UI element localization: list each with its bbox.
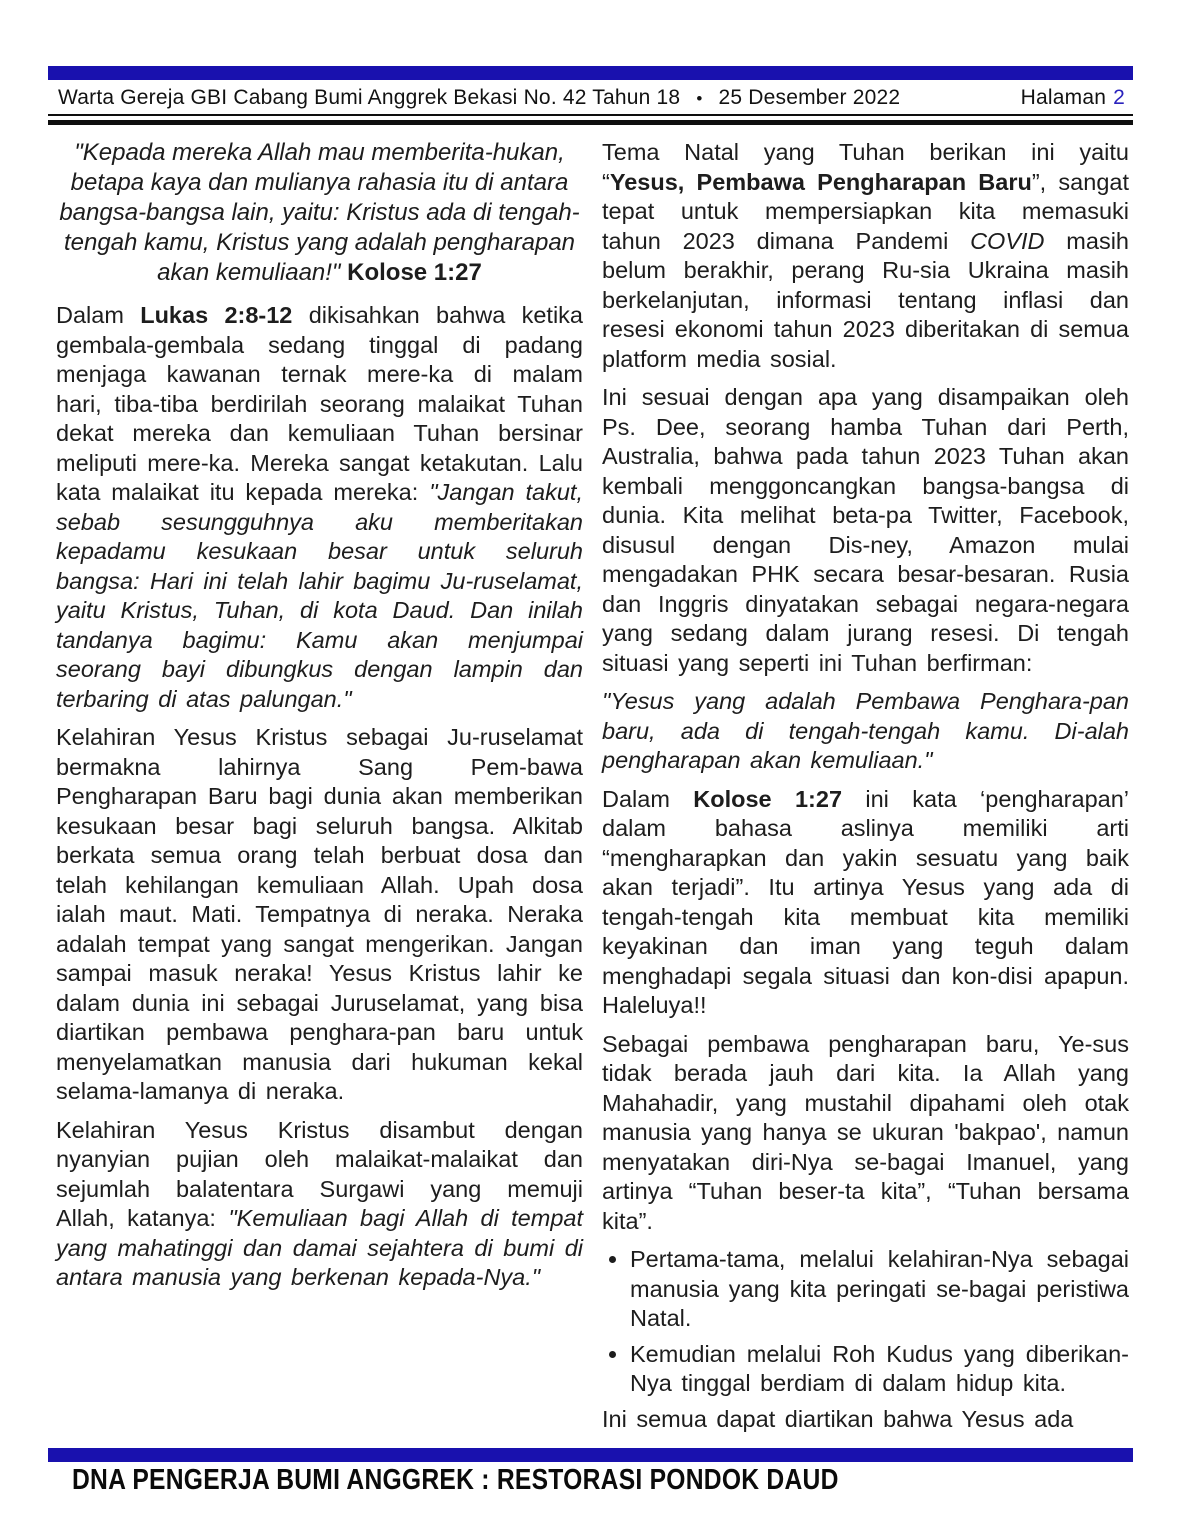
quote-yesus-pembawa: "Yesus yang adalah Pembawa Penghara-pan baru, ada di tengah-tengah kamu. Di-alah pengharapan akan kemuliaan." — [602, 688, 1129, 773]
issue-date: 25 Desember 2022 — [718, 86, 901, 109]
left-column — [56, 138, 583, 1443]
header-rule — [48, 114, 1133, 125]
paragraph-kelahiran-disambut: Kelahiran Yesus Kristus disambut dengan nyanyian pujian oleh malaikat-malaikat dan sejumlah balatentara Surgawi yang memuji Allah, katanya: "Kemuliaan bagi Allah di tempat yang mahatinggi dan damai sejahtera di bumi di antara manusia yang berkenan kepada-Nya." — [56, 1116, 583, 1290]
article-body — [56, 138, 1129, 1443]
bullet-item-roh-kudus: • Kemudian melalui Roh Kudus yang diberikan-Nya tinggal berdiam di dalam hidup kita. — [630, 1340, 1129, 1399]
closing-line: Ini semua dapat diartikan bahwa Yesus ada — [602, 1405, 1074, 1432]
newsletter-title: Warta Gereja GBI Cabang Bumi Anggrek Bekasi No. 42 Tahun 18 — [58, 86, 681, 109]
newsletter-header — [48, 87, 1133, 110]
page-indicator — [1021, 87, 1125, 109]
footer-motto: DNA PENGERJA BUMI ANGGREK : RESTORASI PONDOK DAUD — [72, 1464, 839, 1496]
paragraph-tema-natal: Tema Natal yang Tuhan berikan ini yaitu “Yesus, Pembawa Pengharapan Baru”, sangat tepat untuk mempersiapkan kita memasuki tahun 2023 dimana Pandemi COVID masih belum berakhir, perang Ru-sia Ukraina masih berkelanjutan, informasi tentang inflasi dan resesi ekonomi tahun 2023 diberitakan di semua platform media sosial. — [602, 139, 1129, 372]
paragraph-ps-dee: Ini sesuai dengan apa yang disampaikan oleh Ps. Dee, seorang hamba Tuhan dari Perth, Australia, bahwa pada tahun 2023 Tuhan akan kembali menggoncangkan bangsa-bangsa di dunia. Kita melihat beta-pa Twitter, Facebook, disusul dengan Dis-ney, Amazon mulai mengadakan PHK secara besar-besaran. Rusia dan Inggris dinyatakan sebagai negara-negara yang sedang dalam jurang resesi. Di tengah situasi yang seperti ini Tuhan berfirman: — [602, 384, 1129, 676]
separator-dot: • — [696, 89, 703, 108]
paragraph-kolose-pengharapan: Dalam Kolose 1:27 ini kata ‘pengharapan’ dalam bahasa aslinya memiliki arti “mengharapkan dan yakin sesuatu yang baik akan terjadi”. Itu artinya Yesus yang ada di tengah-tengah kita membuat kita memiliki keyakinan dan iman yang teguh dalam menghadapi segala situasi dan kon-disi apapun. Haleluya!! — [602, 785, 1130, 1018]
paragraph-kelahiran-juruselamat: Kelahiran Yesus Kristus sebagai Ju-ruselamat bermakna lahirnya Sang Pem-bawa Pengharapan Baru bagi dunia akan memberikan kesukaan besar bagi seluruh bangsa. Alkitab berkata semua orang telah berbuat dosa dan telah kehilangan kemuliaan Allah. Upah dosa ialah maut. Mati. Tempatnya di neraka. Neraka adalah tempat yang sangat mengerikan. Jangan sampai masuk neraka! Yesus Kristus lahir ke dalam dunia ini sebagai Juruselamat, yang bisa diartikan pembawa penghara-pan baru untuk menyelamatkan manusia dari hukuman kekal selama-lamanya di neraka. — [56, 724, 583, 1104]
paragraph-mahahadir: Sebagai pembawa pengharapan baru, Ye-sus tidak berada jauh dari kita. Ia Allah yang Mahahadir, yang mustahil dipahami oleh otak manusia yang hanya se ukuran 'bakpao', namun menyatakan diri-Nya se-bagai Imanuel, yang artinya “Tuhan beser-ta kita”, “Tuhan bersama kita”. — [602, 1030, 1129, 1234]
page-label: Halaman — [1020, 86, 1107, 109]
scripture-quote-kolose: "Kepada mereka Allah mau memberita-hukan, betapa kaya dan mulianya rahasia itu di antara bangsa-bangsa lain, yaitu: Kristus ada di tengah-tengah kamu, Kristus yang adalah pengharapan akan kemuliaan!" Kolose 1:27 — [59, 139, 580, 286]
masthead-top-bar — [48, 66, 1133, 80]
page-number: 2 — [1113, 86, 1125, 109]
bullet-item-kelahiran: • Pertama-tama, melalui kelahiran-Nya sebagai manusia yang kita peringati se-bagai peristiwa Natal. — [630, 1245, 1129, 1334]
paragraph-lukas-2-8-12: Dalam Lukas 2:8-12 dikisahkan bahwa ketika gembala-gembala sedang tinggal di padang menjaga kawanan ternak mere-ka di malam hari, tiba-tiba berdirilah seorang malaikat Tuhan dekat mereka dan kemuliaan Tuhan bersinar meliputi mere-ka. Mereka sangat ketakutan. Lalu kata malaikat itu kepada mereka: "Jangan takut, sebab sesungguhnya aku memberitakan kepadamu kesukaan besar untuk seluruh bangsa: Hari ini telah lahir bagimu Ju-ruselamat, yaitu Kristus, Tuhan, di kota Daud. Dan inilah tandanya bagimu: Kamu akan menjumpai seorang bayi dibungkus dengan lampin dan terbaring di atas palungan." — [56, 302, 583, 712]
bullet-list — [602, 1245, 1129, 1399]
footer-bar — [48, 1448, 1133, 1462]
right-column — [602, 138, 1129, 1443]
